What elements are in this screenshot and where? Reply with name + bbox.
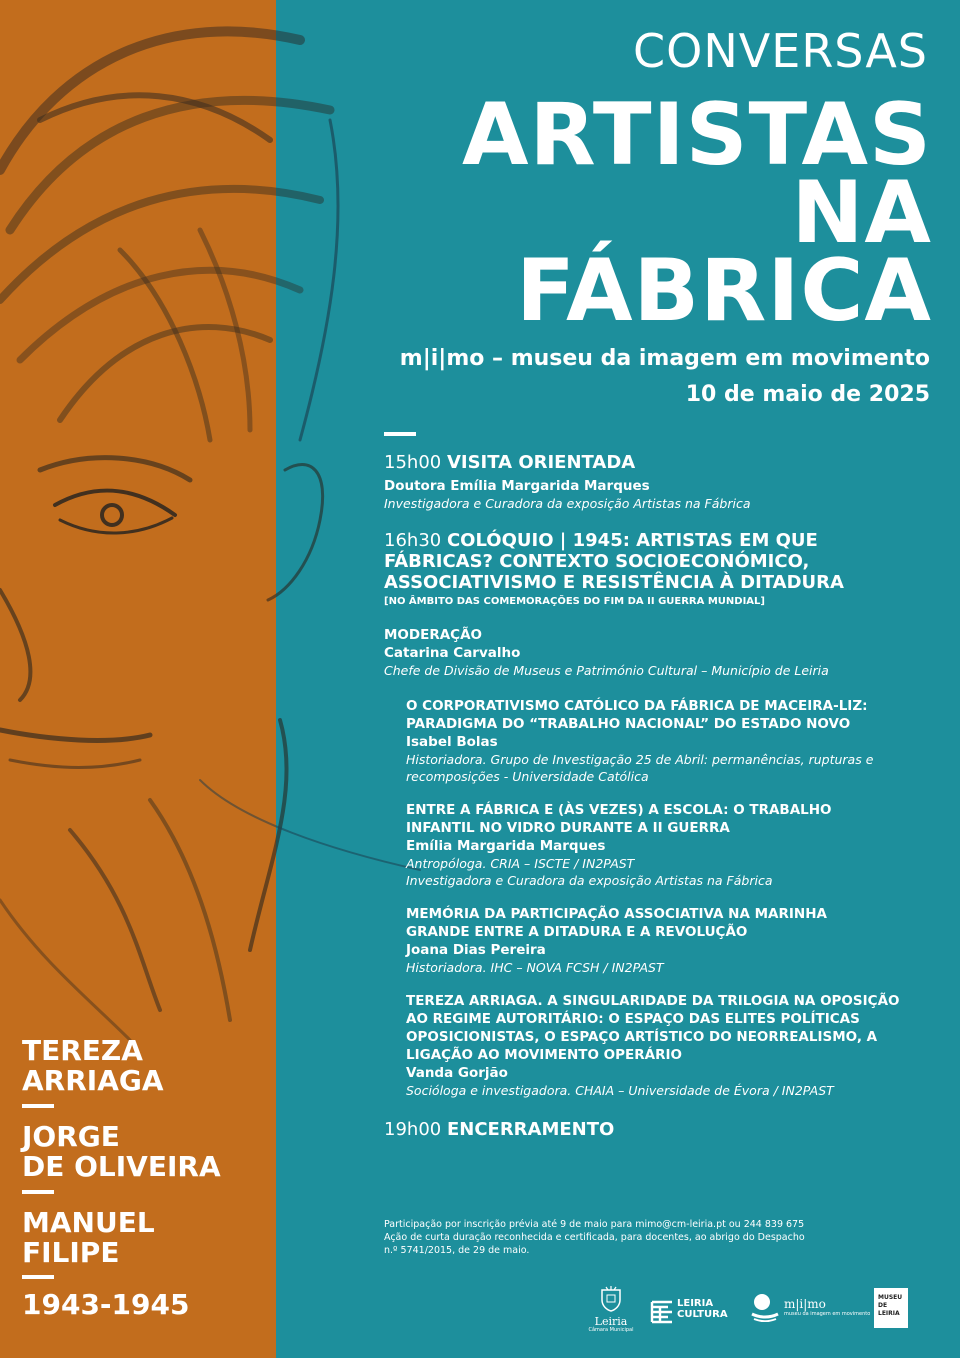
crest-icon <box>600 1286 622 1312</box>
speaker-role: Investigadora e Curadora da exposição Artistas na Fábrica <box>406 873 773 888</box>
speaker-name: Joana Dias Pereira <box>406 942 546 958</box>
museu-label: MUSEU <box>878 1294 903 1301</box>
divider <box>22 1104 54 1108</box>
museu-leiria-logo <box>874 1288 908 1328</box>
mimo-label: m|i|mo <box>784 1297 826 1311</box>
museu-label: DE <box>878 1302 888 1309</box>
artist-name-line: JORGE <box>22 1120 120 1153</box>
speaker-role: Socióloga e investigadora. CHAIA – Universidade de Évora / IN2PAST <box>406 1083 834 1098</box>
speaker-name: Doutora Emília Margarida Marques <box>384 478 650 494</box>
footer-info <box>384 1218 864 1257</box>
divider <box>384 432 416 436</box>
divider <box>22 1190 54 1194</box>
cultura-icon <box>650 1298 676 1324</box>
talk-item <box>406 992 911 1099</box>
leiria-label: Leiria <box>594 1315 628 1328</box>
artist-name-line: FILIPE <box>22 1236 120 1269</box>
program <box>384 452 944 1140</box>
artist-name-line: ARRIAGA <box>22 1064 164 1097</box>
talk-title: O CORPORATIVISMO CATÓLICO DA FÁBRICA DE MACEIRA-LIZ: PARADIGMA DO “TRABALHO NACIONAL” DO ESTADO NOVO <box>406 698 868 732</box>
moderation-label: MODERAÇÃO <box>384 627 483 643</box>
speaker-name: Isabel Bolas <box>406 734 498 750</box>
artist-name <box>22 1122 221 1182</box>
partner-logos <box>580 1286 960 1336</box>
session-title: VISITA ORIENTADA <box>446 452 636 473</box>
session-time: 15h00 <box>384 452 442 473</box>
years: 1943-1945 <box>22 1288 190 1321</box>
event-date: 10 de maio de 2025 <box>685 382 930 407</box>
session-visit <box>384 452 944 473</box>
artist-name <box>22 1208 155 1268</box>
footer-line: Participação por inscrição prévia até 9 de maio para mimo@cm-leiria.pt ou 244 839 675 <box>384 1219 805 1230</box>
talk-item <box>406 697 911 785</box>
mimo-logo <box>750 1292 870 1322</box>
talk-title: ENTRE A FÁBRICA E (ÀS VEZES) A ESCOLA: O TRABALHO INFANTIL NO VIDRO DURANTE A II GUERRA <box>406 802 832 836</box>
artist-name-line: TEREZA <box>22 1034 143 1067</box>
artist-name-line: MANUEL <box>22 1206 155 1239</box>
session-note: [NO ÂMBITO DAS COMEMORAÇÕES DO FIM DA II GUERRA MUNDIAL] <box>384 596 765 607</box>
session-time: 16h30 <box>384 530 442 551</box>
speaker-role: Antropóloga. CRIA – ISCTE / IN2PAST <box>406 856 635 871</box>
venue: m|i|mo – museu da imagem em movimento <box>399 346 930 371</box>
session-title: ENCERRAMENTO <box>446 1119 615 1140</box>
speaker-name: Emília Margarida Marques <box>406 838 606 854</box>
museu-label: LEIRIA <box>878 1310 900 1317</box>
divider <box>22 1275 54 1279</box>
cultura-label-1: LEIRIA <box>677 1298 714 1309</box>
artist-name <box>22 1036 164 1096</box>
session-time: 19h00 <box>384 1119 442 1140</box>
talk-title: MEMÓRIA DA PARTICIPAÇÃO ASSOCIATIVA NA MARINHA GRANDE ENTRE A DITADURA E A REVOLUÇÃO <box>406 906 827 940</box>
speaker-role: Historiadora. Grupo de Investigação 25 de Abril: permanências, rupturas e recomposições - Universidade Católica <box>406 752 874 784</box>
moderator-name: Catarina Carvalho <box>384 645 521 661</box>
session-colloquium <box>384 530 924 593</box>
talk-item <box>406 905 886 976</box>
session-title: COLÓQUIO | 1945: ARTISTAS EM QUE FÁBRICAS? CONTEXTO SOCIOECONÓMICO, ASSOCIATIVISMO E RESISTÊNCIA À DITADURA <box>384 530 844 593</box>
speaker-role: Investigadora e Curadora da exposição Artistas na Fábrica <box>384 496 751 511</box>
talk-title: TEREZA ARRIAGA. A SINGULARIDADE DA TRILOGIA NA OPOSIÇÃO AO REGIME AUTORITÁRIO: O ESPAÇO DAS ELITES POLÍTICAS OPOSICIONISTAS, O ESPAÇO ARTÍSTICO DO NEORREALISMO, A LIGAÇÃO AO MOVIMENTO OPERÁRIO <box>406 993 900 1063</box>
leiria-cultura-logo <box>650 1298 728 1324</box>
speaker-name: Vanda Gorjão <box>406 1065 508 1081</box>
title-line: ARTISTAS <box>462 85 932 185</box>
moderator-role: Chefe de Divisão de Museus e Património Cultural – Município de Leiria <box>384 663 829 678</box>
cultura-label-2: CULTURA <box>677 1309 728 1320</box>
footer-line: Ação de curta duração reconhecida e certificada, para docentes, ao abrigo do Despacho <box>384 1232 805 1243</box>
footer-line: n.º 5741/2015, de 29 de maio. <box>384 1245 530 1256</box>
title-line: NA <box>791 163 932 263</box>
leiria-logo <box>586 1286 636 1334</box>
talk-item <box>406 801 886 889</box>
header-kicker: CONVERSAS <box>633 24 928 78</box>
mimo-sublabel: museu da imagem em movimento <box>784 1311 871 1317</box>
title-line: FÁBRICA <box>516 241 932 341</box>
speaker-role: Historiadora. IHC – NOVA FCSH / IN2PAST <box>406 960 664 975</box>
event-title <box>462 85 932 341</box>
mimo-icon <box>750 1292 780 1322</box>
session-closing <box>384 1119 944 1140</box>
artist-name-line: DE OLIVEIRA <box>22 1150 221 1183</box>
leiria-sublabel: Câmara Municipal <box>588 1327 634 1333</box>
